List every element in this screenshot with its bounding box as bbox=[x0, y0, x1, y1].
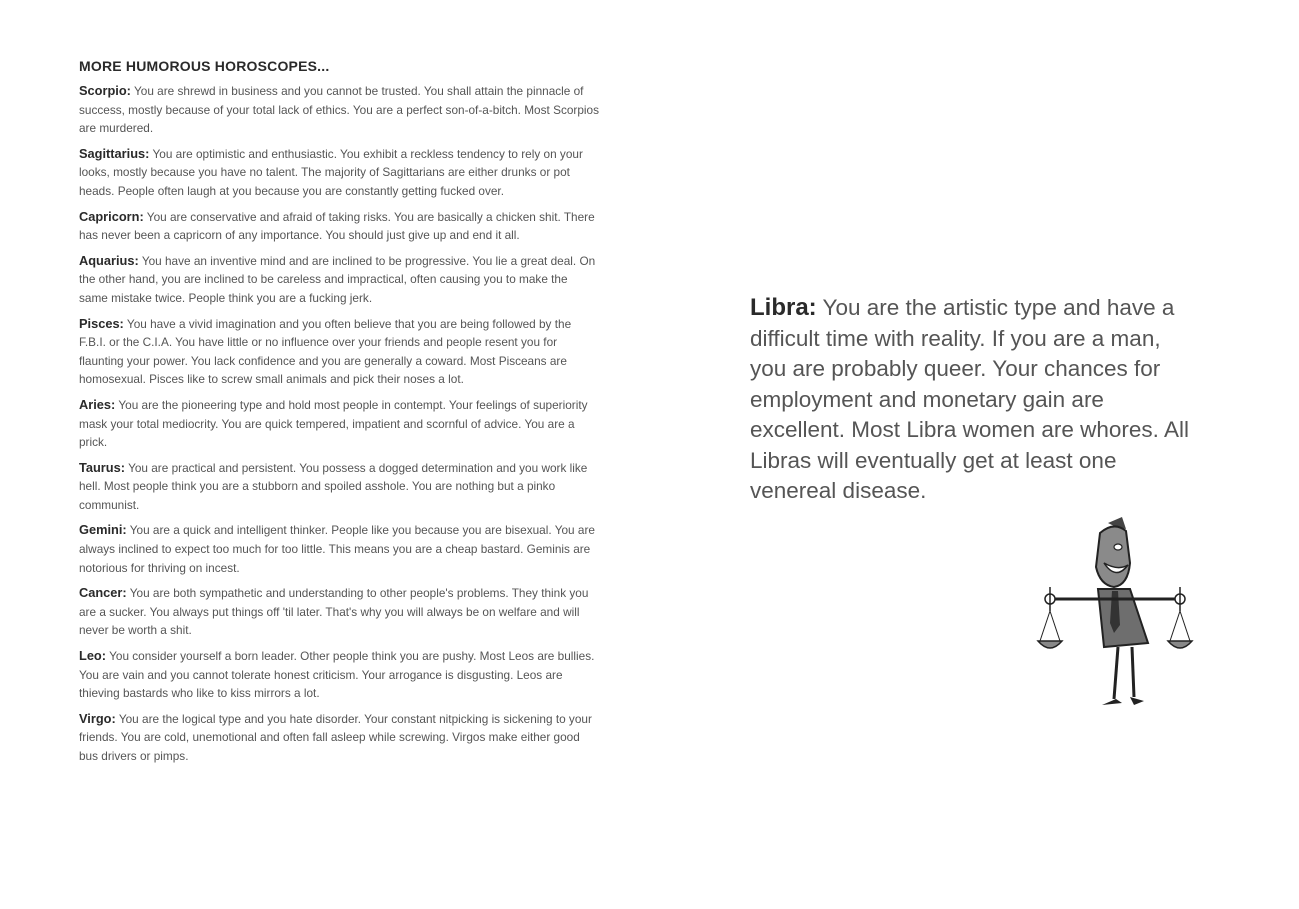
sign-name: Taurus: bbox=[79, 459, 125, 475]
left-scale-pan bbox=[1038, 641, 1062, 648]
horoscope-entry-leo bbox=[79, 647, 599, 703]
sign-description: You are both sympathetic and understanding to other people's problems. They think you are a sucker. You always put things off 'til later. That's why you will always be on welfare and will never be worth a shit. bbox=[79, 586, 589, 638]
sign-name: Gemini: bbox=[79, 522, 127, 538]
sign-description: You are practical and persistent. You possess a dogged determination and you work like hell. Most people think you are a stubborn and spoiled asshole. You are nothing but a pinko communist. bbox=[79, 460, 588, 512]
head bbox=[1096, 526, 1130, 587]
sign-name: Leo: bbox=[79, 648, 107, 664]
page-heading: MORE HUMOROUS HOROSCOPES... bbox=[79, 58, 330, 74]
left-foot bbox=[1102, 699, 1122, 705]
sign-name: Libra: bbox=[750, 294, 817, 321]
sign-description: You consider yourself a born leader. Other people think you are pushy. Most Leos are bullies. You are vain and you cannot tolerate honest criticism. Your arrogance is disgusting. Leos are thieving bastards who like to kiss mirrors a lot. bbox=[79, 649, 595, 701]
sign-description: You are optimistic and enthusiastic. You exhibit a reckless tendency to rely on your looks, mostly because you have no talent. The majority of Sagittarians are either drunks or pot heads. People often laugh at you because you are constantly getting fucked over. bbox=[79, 146, 583, 198]
horoscope-entry-cancer bbox=[79, 584, 599, 640]
sign-name: Virgo: bbox=[79, 710, 116, 726]
libra-scales-man-illustration bbox=[1030, 515, 1200, 715]
horoscope-entry-aries bbox=[79, 396, 599, 452]
left-scale-string bbox=[1050, 611, 1060, 641]
horoscope-entry-libra bbox=[750, 293, 1200, 507]
sign-description: You have a vivid imagination and you often believe that you are being followed by the F.B.I. or the C.I.A. You have little or no influence over your friends and people resent you for flaunting your power. You lack confidence and you are generally a coward. Most Pisceans are homosexual. Pisces like to screw small animals and pick their noses a lot. bbox=[79, 316, 572, 387]
sign-description: You are the pioneering type and hold most people in contempt. Your feelings of superiority mask your total mediocrity. You are quick tempered, impatient and scornful of advice. You are a prick. bbox=[79, 397, 588, 450]
right-scale-pan bbox=[1168, 641, 1192, 648]
sign-name: Cancer: bbox=[79, 585, 127, 601]
sign-description: You are conservative and afraid of taking risks. You are basically a chicken shit. There has never been a capricorn of any importance. You should just give up and end it all. bbox=[79, 209, 595, 243]
sign-description: You are shrewd in business and you cannot be trusted. You shall attain the pinnacle of success, mostly because of your total lack of ethics. You are a perfect son-of-a-bitch. Most Scorpios are murdered. bbox=[79, 84, 599, 136]
left-page bbox=[79, 58, 599, 773]
sign-name: Sagittarius: bbox=[79, 145, 150, 161]
sign-description: You are the artistic type and have a difficult time with reality. If you are a man, you are probably queer. Your chances for employment and monetary gain are excellent. Most Libra women are whores. All Libras will eventually get at least one venereal disease. bbox=[750, 295, 1189, 503]
horoscope-entry-scorpio bbox=[79, 82, 599, 138]
horoscope-entry-capricorn bbox=[79, 208, 599, 245]
right-scale-string bbox=[1170, 611, 1180, 641]
sign-name: Scorpio: bbox=[79, 83, 131, 98]
sign-name: Pisces: bbox=[79, 315, 124, 331]
sign-name: Capricorn: bbox=[79, 208, 144, 224]
left-scale-string bbox=[1040, 611, 1050, 641]
right-foot bbox=[1130, 697, 1144, 705]
right-leg bbox=[1132, 647, 1134, 697]
horoscope-entry-gemini bbox=[79, 521, 599, 577]
horoscope-entry-virgo bbox=[79, 710, 599, 766]
horoscope-entry-aquarius bbox=[79, 252, 599, 308]
sign-name: Aquarius: bbox=[79, 252, 139, 268]
sign-description: You are the logical type and you hate disorder. Your constant nitpicking is sickening to your friends. You are cold, unemotional and often fall asleep while screwing. Virgos make either good bus drivers or pimps. bbox=[79, 711, 592, 763]
sign-description: You are a quick and intelligent thinker. People like you because you are bisexual. You are always inclined to expect too much for too little. This means you are a cheap bastard. Geminis are notorious for thriving on incest. bbox=[79, 523, 595, 575]
right-scale-string bbox=[1180, 611, 1190, 641]
eye bbox=[1114, 544, 1122, 550]
horoscope-entry-sagittarius bbox=[79, 145, 599, 201]
right-page bbox=[750, 293, 1200, 507]
horoscope-entry-pisces bbox=[79, 315, 599, 389]
horoscope-entry-taurus bbox=[79, 459, 599, 515]
sign-description: You have an inventive mind and are inclined to be progressive. You lie a great deal. On the other hand, you are inclined to be careless and impractical, often causing you to make the same mistake twice. People think you are a fucking jerk. bbox=[79, 253, 596, 305]
left-leg bbox=[1114, 647, 1118, 699]
sign-name: Aries: bbox=[79, 396, 116, 412]
